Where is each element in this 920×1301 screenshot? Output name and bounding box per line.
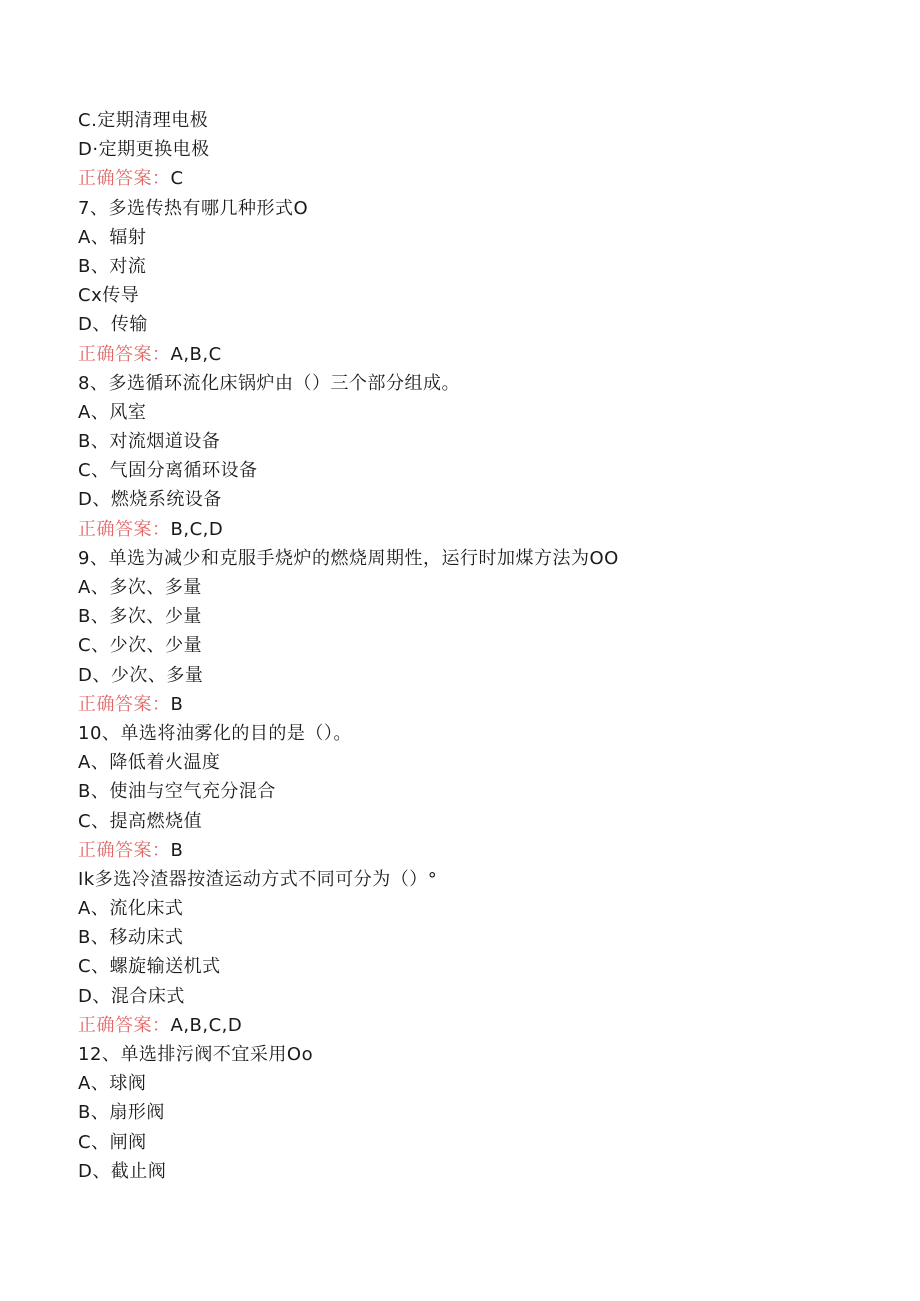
option-text: D、截止阀 [78,1160,167,1182]
answer-label: 正确答案： [78,343,171,365]
question-text: Ik多选冷渣器按渣运动方式不同可分为（）° [78,868,438,890]
option-text: A、多次、多量 [78,577,202,598]
option-text: B、扇形阀 [78,1102,165,1124]
answer-line [78,164,858,193]
option-text: C、少次、少量 [78,635,203,657]
option-text: C、闸阀 [78,1131,147,1153]
option-text: C.定期清理电极 [78,110,209,131]
answer-label: 正确答案： [78,518,171,540]
option-text: B、移动床式 [78,927,184,949]
option-text: B、多次、少量 [78,606,202,628]
question-text: 8、多选循环流化床锅炉由（）三个部分组成。 [78,372,460,394]
answer-label: 正确答案： [78,839,171,861]
option-text: Cx传导 [78,285,140,307]
question-text: 7、多选传热有哪几种形式O [78,197,309,219]
question-text: 10、单选将油雾化的目的是（）。 [78,722,352,744]
option-text: A、流化床式 [78,898,184,920]
question-text: 9、单选为减少和克服手烧炉的燃烧周期性，运行时加煤方法为OO [78,547,619,569]
answer-value: C [170,168,184,190]
option-text: A、降低着火温度 [78,752,221,774]
option-text: D、燃烧系统设备 [78,489,222,511]
question-text: 12、单选排污阀不宜采用Oo [78,1044,314,1065]
option-text: D、传输 [78,314,148,336]
option-text: A、风室 [78,401,147,423]
document-page [78,106,858,1186]
answer-value: B,C,D [170,518,224,540]
option-text: B、对流 [78,255,147,277]
option-text: C、螺旋输送机式 [78,956,221,978]
option-text: B、使油与空气充分混合 [78,781,276,803]
option-text: D·定期更换电极 [78,139,210,161]
option-text: A、球阀 [78,1073,147,1095]
answer-line [78,690,858,719]
answer-label: 正确答案： [78,693,171,715]
answer-value: B [170,693,184,715]
option-text: D、混合床式 [78,985,185,1007]
answer-label: 正确答案： [78,1014,171,1036]
answer-label: 正确答案： [78,168,171,190]
option-text: C、提高燃烧值 [78,810,203,832]
option-text: D、少次、多量 [78,664,204,686]
answer-line [78,340,858,369]
answer-line [78,836,858,865]
answer-line [78,515,858,544]
answer-line [78,1011,858,1040]
answer-value: B [170,839,184,861]
answer-value: A,B,C [170,343,222,365]
option-text: A、辐射 [78,226,147,248]
option-text: C、气固分离循环设备 [78,460,258,482]
option-text: B、对流烟道设备 [78,431,221,453]
answer-value: A,B,C,D [170,1014,243,1036]
